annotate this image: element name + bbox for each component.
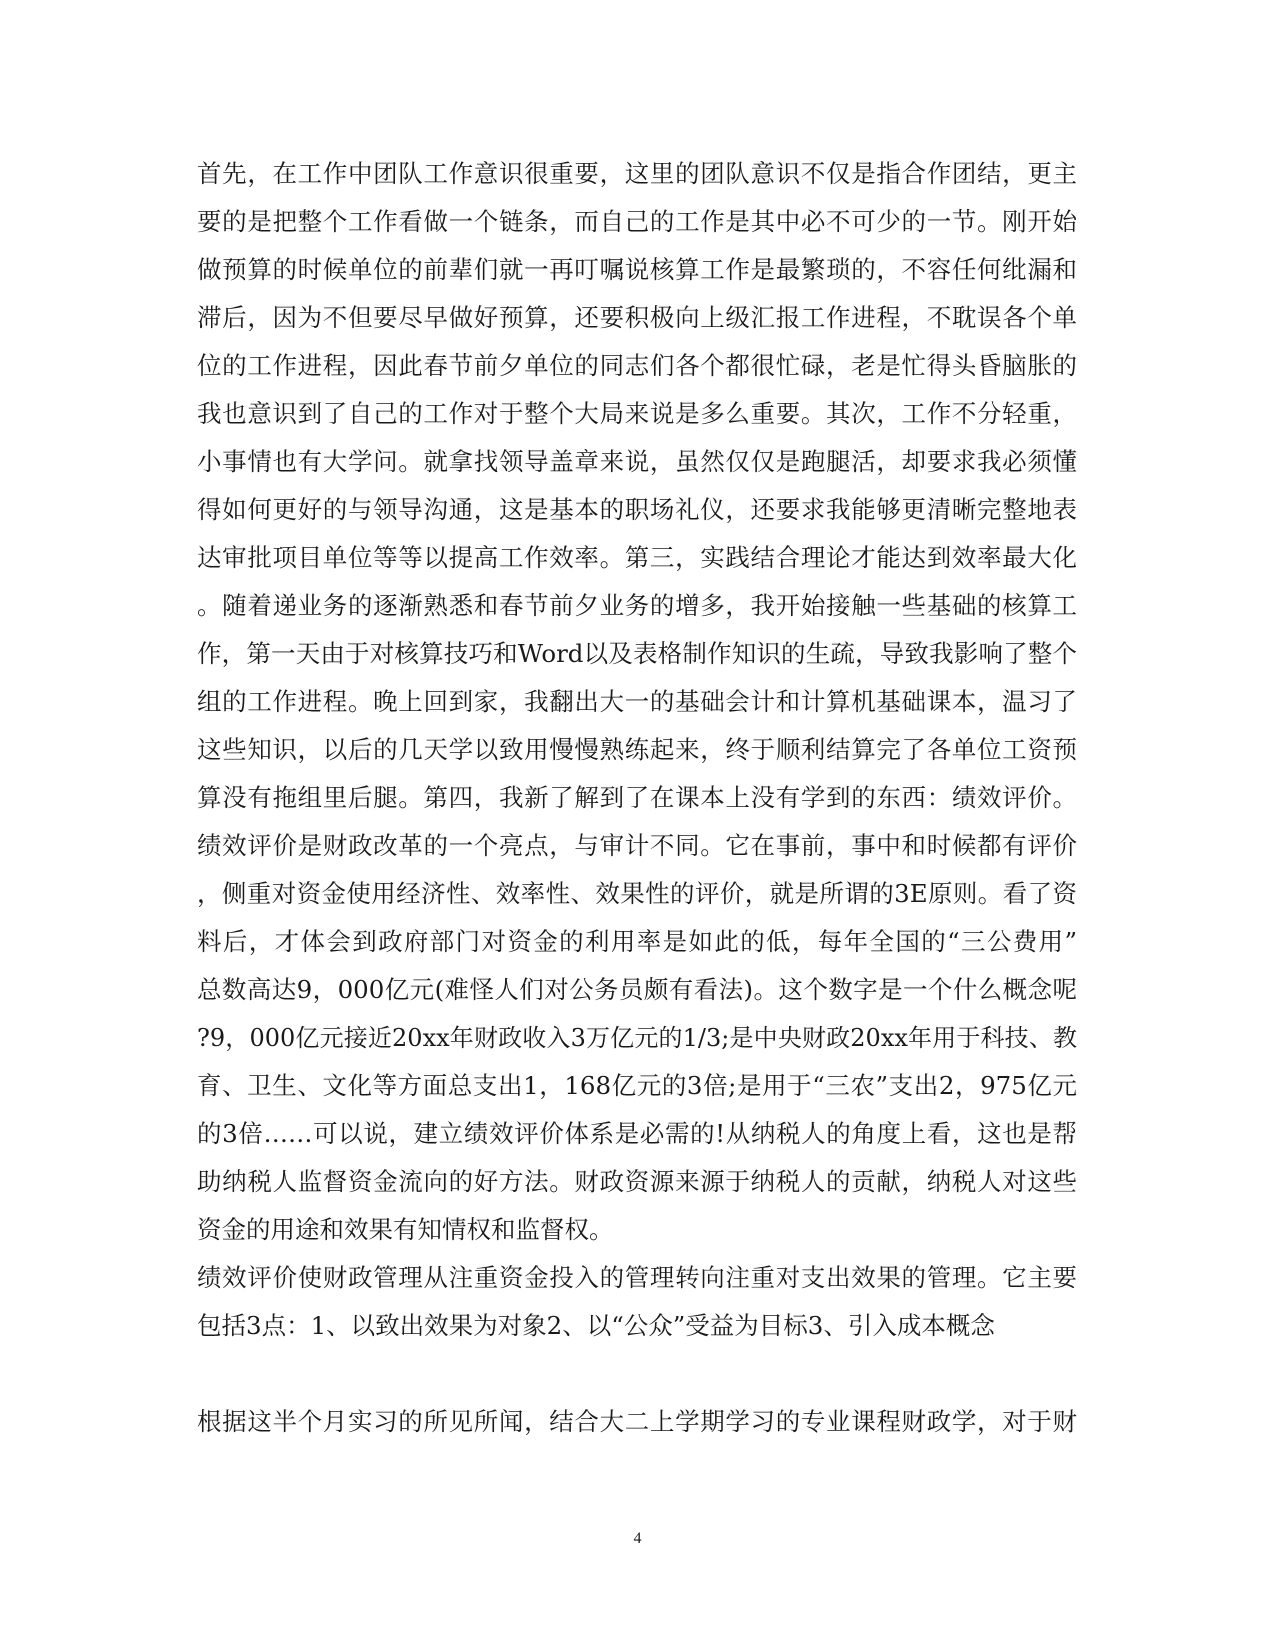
text-line: 做预算的时候单位的前辈们就一再叮嘱说核算工作是最繁琐的，不容任何纰漏和 [197,255,1077,284]
text-line: 根据这半个月实习的所见所闻，结合大二上学期学习的专业课程财政学，对于财 [197,1407,1077,1436]
text-line: 资金的用途和效果有知情权和监督权。 [197,1215,614,1244]
text-line: 助纳税人监督资金流向的好方法。财政资源来源于纳税人的贡献，纳税人对这些 [197,1167,1077,1196]
text-line: 要的是把整个工作看做一个链条，而自己的工作是其中必不可少的一节。刚开始 [197,207,1077,236]
text-line: 。随着递业务的逐渐熟悉和春节前夕业务的增多，我开始接触一些基础的核算工 [197,591,1077,620]
text-line: 的3倍……可以说，建立绩效评价体系是必需的!从纳税人的角度上看，这也是帮 [197,1119,1077,1148]
text-line: ，侧重对资金使用经济性、效率性、效果性的评价，就是所谓的3E原则。看了资 [197,879,1077,908]
text-line: 组的工作进程。晚上回到家，我翻出大一的基础会计和计算机基础课本，温习了 [197,687,1077,716]
text-line: 绩效评价是财政改革的一个亮点，与审计不同。它在事前，事中和时候都有评价 [197,831,1077,860]
text-line: 小事情也有大学问。就拿找领导盖章来说，虽然仅仅是跑腿活，却要求我必须懂 [197,447,1077,476]
text-line: 总数高达9，000亿元(难怪人们对公务员颇有看法)。这个数字是一个什么概念呢 [197,975,1077,1004]
text-line: 算没有拖组里后腿。第四，我新了解到了在课本上没有学到的东西：绩效评价。 [197,783,1077,812]
text-line: 得如何更好的与领导沟通，这是基本的职场礼仪，还要求我能够更清晰完整地表 [197,495,1077,524]
text-line: 位的工作进程，因此春节前夕单位的同志们各个都很忙碌，老是忙得头昏脑胀的 [197,351,1077,380]
text-line: 绩效评价使财政管理从注重资金投入的管理转向注重对支出效果的管理。它主要 [197,1263,1077,1292]
text-line: ?9，000亿元接近20xx年财政收入3万亿元的1/3;是中央财政20xx年用于科技、教 [197,1024,1077,1052]
text-line: 料后，才体会到政府部门对资金的利用率是如此的低，每年全国的“三公费用” [197,927,1077,956]
page-number: 4 [633,1530,642,1547]
text-line: 我也意识到了自己的工作对于整个大局来说是多么重要。其次，工作不分轻重， [197,399,1077,428]
text-line: 包括3点：1、以致出效果为对象2、以“公众”受益为目标3、引入成本概念 [197,1311,995,1340]
text-line: 作，第一天由于对核算技巧和Word以及表格制作知识的生疏，导致我影响了整个 [197,639,1077,668]
text-line: 滞后，因为不但要尽早做好预算，还要积极向上级汇报工作进程，不耽误各个单 [197,303,1077,332]
text-line: 这些知识，以后的几天学以致用慢慢熟练起来，终于顺利结算完了各单位工资预 [197,735,1077,764]
text-line: 首先，在工作中团队工作意识很重要，这里的团队意识不仅是指合作团结，更主 [197,159,1077,188]
text-line: 达审批项目单位等等以提高工作效率。第三，实践结合理论才能达到效率最大化 [197,543,1077,572]
text-line: 育、卫生、文化等方面总支出1，168亿元的3倍;是用于“三农”支出2，975亿元 [197,1071,1077,1100]
